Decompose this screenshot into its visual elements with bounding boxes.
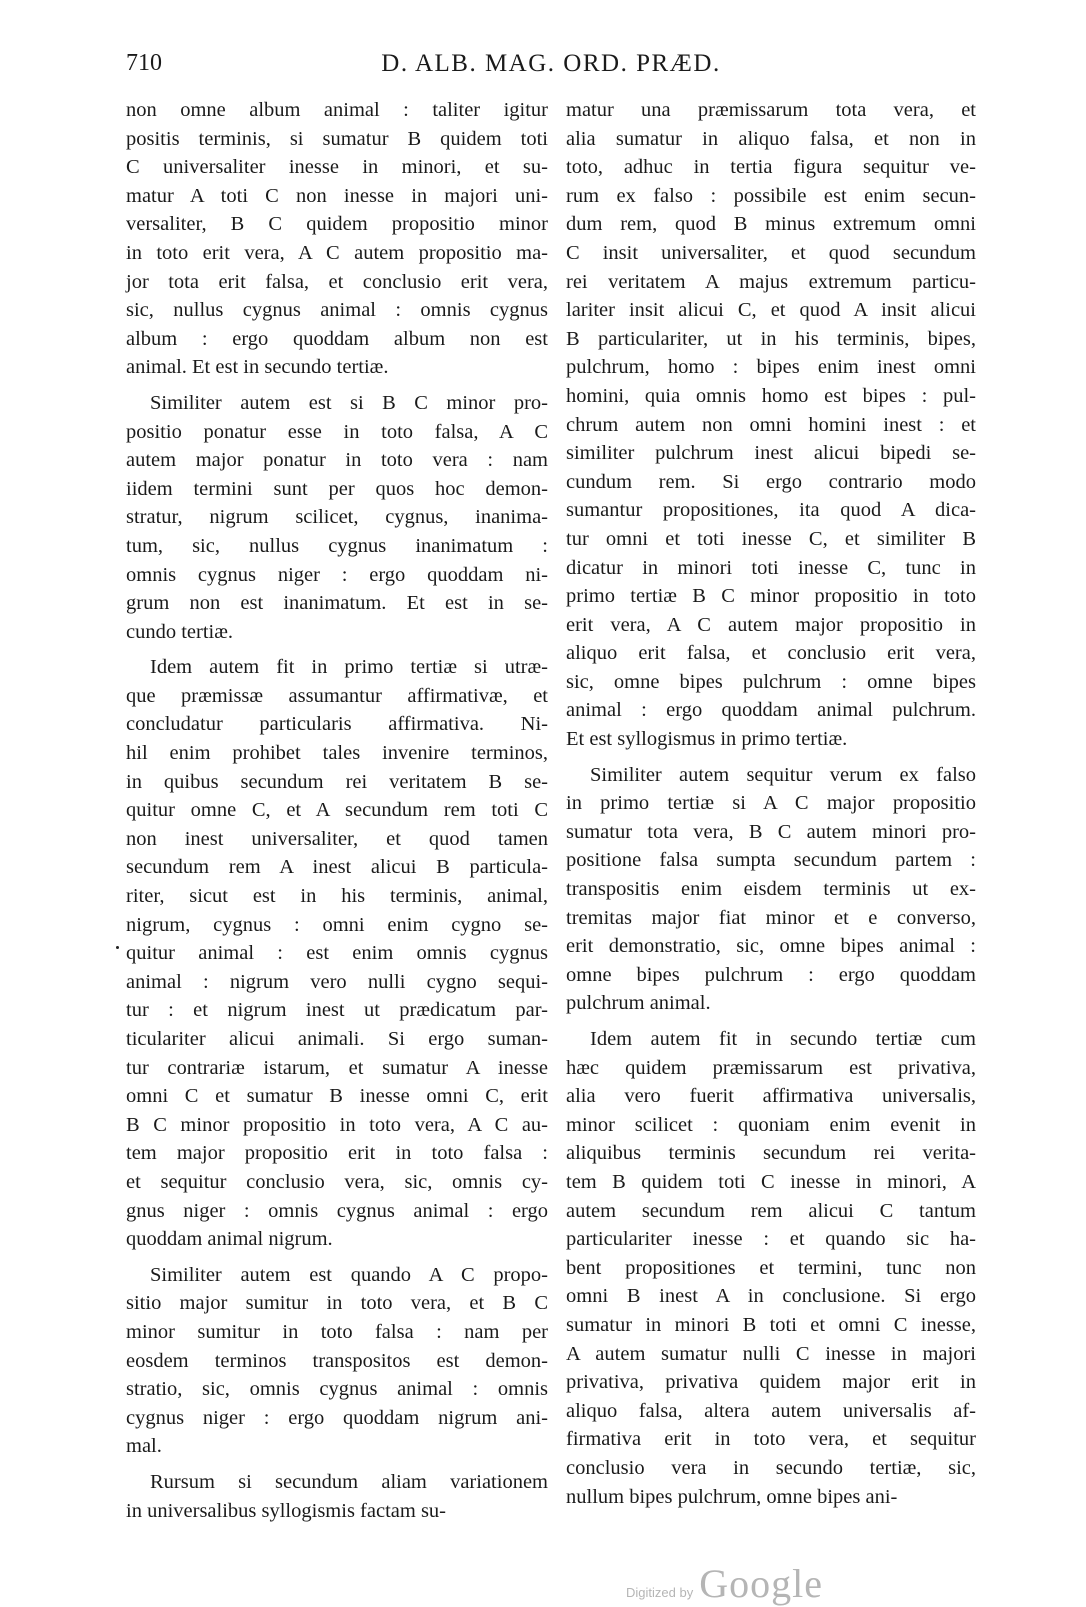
text-line: omne bipes pulchrum : ergo quoddam [566, 963, 976, 986]
text-line: positis terminis, si sumatur B quidem toti [126, 127, 548, 150]
paragraph [566, 96, 976, 754]
digitized-by-text: Digitized by [626, 1585, 694, 1600]
text-line: mal. [126, 1435, 162, 1458]
right-column [566, 96, 976, 1518]
text-line: omni C et sumatur B inesse omni C, erit [126, 1085, 548, 1108]
text-line: matur una præmissarum tota vera, et [566, 99, 976, 121]
text-line: quitur animal : est enim omnis cygnus [126, 942, 548, 965]
text-line: tem major propositio erit in toto falsa : [126, 1142, 548, 1165]
text-line: sumantur propositiones, ita quod A dica- [566, 499, 976, 522]
text-line: concludatur particularis affirmativa. Ni- [126, 713, 548, 736]
text-line: alia vero fuerit affirmativa universalis, [566, 1085, 976, 1108]
text-line: tur omni et toti inesse C, et similiter B [566, 527, 976, 550]
text-line: lariter insit alicui C, et quod A insit alicui [566, 299, 976, 322]
text-line: que præmissæ assumantur affirmativæ, et [126, 684, 548, 707]
text-line: autem secundum rem alicui C tantum [566, 1199, 976, 1222]
text-line: sumatur in minori B toti et omni C inesse, [566, 1313, 976, 1336]
text-line: similiter pulchrum inest alicui bipedi se- [566, 442, 976, 465]
text-line: album : ergo quoddam album non est [126, 327, 548, 350]
text-line: chrum autem non omni homini inest : et [566, 413, 976, 436]
paragraph [566, 761, 976, 1018]
text-line: particulariter inesse : et quando sic ha- [566, 1228, 976, 1251]
text-line: grum non est inanimatum. Et est in se- [126, 592, 548, 615]
google-logo: Google [699, 1561, 823, 1606]
text-line: C universaliter inesse in minori, et su- [126, 156, 548, 179]
digitization-watermark [626, 1560, 823, 1606]
text-line: minor sumitur in toto falsa : nam per [126, 1320, 548, 1343]
text-line: in universalibus syllogismis factam su- [126, 1499, 446, 1522]
text-line: nullum bipes pulchrum, omne bipes ani- [566, 1485, 898, 1508]
running-title: D. ALB. MAG. ORD. PRÆD. [381, 50, 721, 77]
text-line: cundum rem. Si ergo contrario modo [566, 470, 976, 493]
text-line: Idem autem fit in primo tertiæ si utræ- [150, 656, 548, 679]
text-line: stratur, nigrum scilicet, cygnus, inanima- [126, 506, 548, 529]
text-line: Idem autem fit in secundo tertiæ cum [590, 1028, 976, 1050]
text-line: iidem termini sunt per quos hoc demon- [126, 477, 548, 500]
text-line: versaliter, B C quidem propositio minor [126, 213, 548, 236]
paragraph [126, 1468, 548, 1525]
text-line: aliquibus terminis secundum rei verita- [566, 1142, 976, 1165]
text-line: B C minor propositio in toto vera, A C au- [126, 1113, 548, 1136]
text-line: matur A toti C non inesse in majori uni- [126, 184, 548, 207]
text-line: omnis cygnus niger : ergo quoddam ni- [126, 563, 548, 586]
text-line: homini, quia omnis homo est bipes : pul- [566, 384, 976, 407]
text-line: firmativa erit in toto vera, et sequitur [566, 1428, 976, 1451]
text-line: rum ex falso : possibile est enim secun- [566, 184, 976, 207]
text-line: autem major ponatur in toto vera : nam [126, 449, 548, 472]
text-line: bent propositiones et termini, tunc non [566, 1256, 976, 1279]
text-line: cygnus niger : ergo quoddam nigrum ani- [126, 1406, 548, 1429]
paragraph [126, 96, 548, 382]
text-line: ticulariter alicui animali. Si ergo suman- [126, 1028, 548, 1050]
text-line: Similiter autem est si B C minor pro- [150, 391, 548, 414]
text-line: gnus niger : omnis cygnus animal : ergo [126, 1199, 548, 1222]
text-line: Rursum si secundum aliam variationem [150, 1470, 548, 1493]
text-line: secundum rem A inest alicui B particula- [126, 856, 548, 879]
text-line: C insit universaliter, et quod secundum [566, 241, 976, 264]
text-line: in toto erit vera, A C autem propositio ma- [126, 241, 548, 264]
text-line: non inest universaliter, et quod tamen [126, 827, 548, 850]
text-line: rei veritatem A majus extremum particu- [566, 270, 976, 293]
text-line: tur contrariæ istarum, et sumatur A inesse [126, 1056, 548, 1079]
text-line: cundo tertiæ. [126, 620, 234, 643]
text-line: eosdem terminos transpositos est demon- [126, 1349, 548, 1372]
text-line: erit vera, A C autem major propositio in [566, 613, 976, 636]
text-line: aliquo falsa, altera autem universalis af- [566, 1399, 976, 1422]
text-line: dum rem, quod B minus extremum omni [566, 213, 976, 236]
text-line: nigrum, cygnus : omni enim cygno se- [126, 913, 548, 936]
text-line: tum, sic, nullus cygnus inanimatum : [126, 534, 548, 557]
text-line: omni B inest A in conclusione. Si ergo [566, 1285, 976, 1308]
text-line: alia sumatur in aliquo falsa, et non in [566, 127, 976, 150]
text-line: non omne album animal : taliter igitur [126, 99, 548, 121]
text-line: sitio major sumitur in toto vera, et B C [126, 1292, 548, 1315]
text-line: positione falsa sumpta secundum partem : [566, 849, 976, 872]
paragraph [126, 1261, 548, 1461]
text-line: tem B quidem toti C inesse in minori, A [566, 1170, 976, 1193]
text-line: in quibus secundum rei veritatem B se- [126, 770, 548, 793]
text-line: transpositis enim eisdem terminis ut ex- [566, 878, 976, 901]
text-line: aliquo erit falsa, et conclusio erit vera, [566, 642, 976, 665]
text-line: stratio, sic, omnis cygnus animal : omnis [126, 1378, 548, 1401]
text-line: jor tota erit falsa, et conclusio erit vera, [126, 270, 548, 293]
text-line: conclusio vera in secundo tertiæ, sic, [566, 1456, 976, 1479]
running-head [126, 50, 976, 84]
text-line: Similiter autem sequitur verum ex falso [590, 763, 976, 786]
text-line: tremitas major fiat minor et e converso, [566, 906, 976, 929]
text-line: animal : ergo quoddam animal pulchrum. [566, 699, 976, 722]
text-line: tur : et nigrum inest ut prædicatum par- [126, 999, 548, 1022]
text-line: A autem sumatur nulli C inesse in majori [566, 1342, 976, 1365]
text-line: privativa, privativa quidem major erit in [566, 1371, 976, 1394]
paragraph [566, 1025, 976, 1511]
text-line: dicatur in minori toti inesse C, tunc in [566, 556, 976, 579]
text-line: quitur omne C, et A secundum rem toti C [126, 799, 548, 822]
text-line: primo tertiæ B C minor propositio in toto [566, 585, 976, 608]
text-line: hil enim prohibet tales invenire terminos, [126, 742, 548, 765]
paragraph [126, 653, 548, 1253]
text-line: Similiter autem est quando A C propo- [150, 1263, 548, 1286]
text-line: erit demonstratio, sic, omne bipes animal : [566, 935, 976, 958]
text-line: minor scilicet : quoniam enim evenit in [566, 1113, 976, 1136]
page-number: 710 [126, 50, 162, 76]
text-line: toto, adhuc in tertia figura sequitur ve- [566, 156, 976, 179]
text-line: quoddam animal nigrum. [126, 1228, 333, 1251]
text-line: animal. Et est in secundo tertiæ. [126, 356, 389, 379]
text-line: pulchrum, homo : bipes enim inest omni [566, 356, 976, 379]
text-line: animal : nigrum vero nulli cygno sequi- [126, 970, 548, 993]
text-line: sic, omne bipes pulchrum : omne bipes [566, 670, 976, 693]
text-line: sic, nullus cygnus animal : omnis cygnus [126, 299, 548, 322]
text-line: in primo tertiæ si A C major propositio [566, 792, 976, 815]
text-line: positio ponatur esse in toto falsa, A C [126, 420, 548, 443]
margin-speck [116, 946, 119, 949]
text-line: Et est syllogismus in primo tertiæ. [566, 728, 848, 751]
text-line: sumatur tota vera, B C autem minori pro- [566, 820, 976, 843]
text-line: hæc quidem præmissarum est privativa, [566, 1056, 976, 1079]
paragraph [126, 389, 548, 646]
left-column [126, 96, 548, 1532]
text-line: B particulariter, ut in his terminis, bipes, [566, 327, 976, 350]
text-line: et sequitur conclusio vera, sic, omnis cy- [126, 1170, 548, 1193]
text-line: riter, sicut est in his terminis, animal, [126, 885, 548, 908]
text-line: pulchrum animal. [566, 992, 711, 1015]
